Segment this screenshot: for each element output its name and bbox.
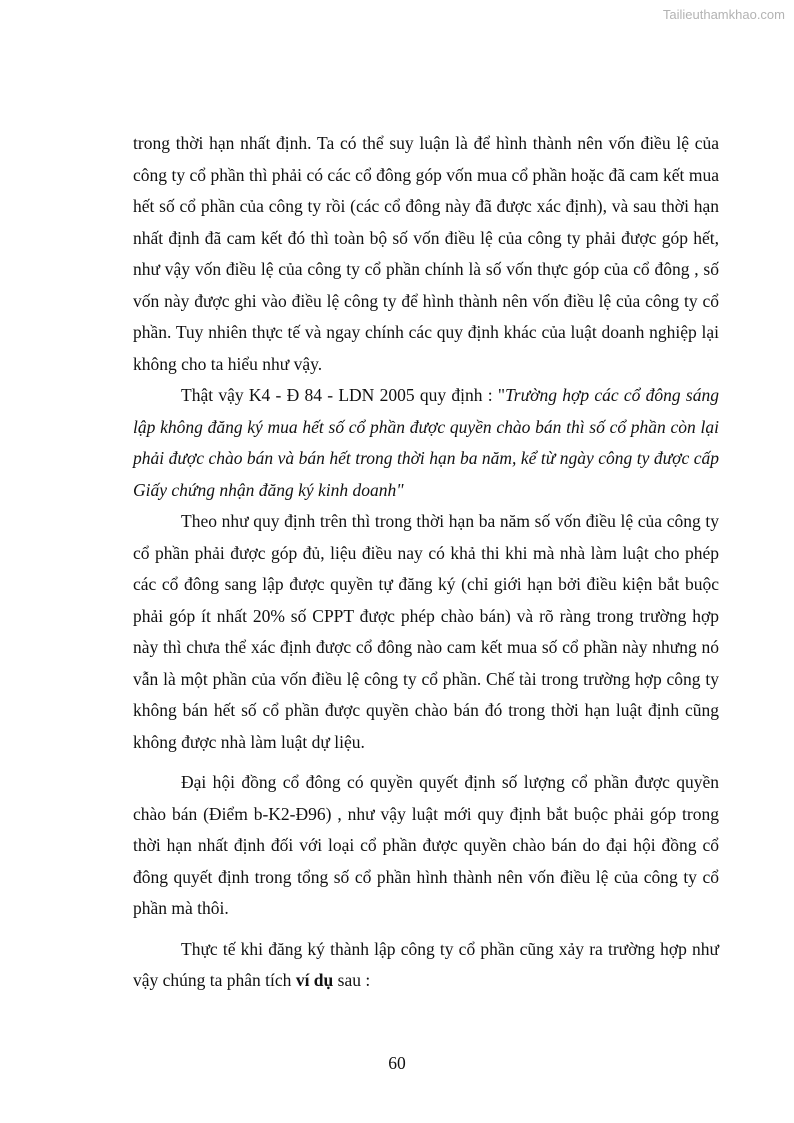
paragraph-3: Theo như quy định trên thì trong thời hạn ba năm số vốn điều lệ của công ty cổ phần phải được góp đủ, liệu điều nay có khả thi khi mà nhà làm luật cho phép các cổ đông sang lập được quyền tự đăng ký (chỉ giới hạn bởi điều kiện bắt buộc phải góp ít nhất 20% số CPPT được phép chào bán) và rõ ràng trong trường hợp này thì chưa thể xác định được cổ đông nào cam kết mua số cổ phần này nhưng nó vẫn là một phần của vốn điều lệ công ty cổ phần. Chế tài trong trường hợp công ty không bán hết số cổ phần được quyền chào bán đó trong thời hạn luật định cũng không được nhà làm luật dự liệu. (133, 511, 719, 752)
legal-quote: Trường hợp các cổ đông sáng lập không đăng ký mua hết số cổ phần được quyền chào bán thì số cổ phần còn lại phải được chào bán và bán hết trong thời hạn ba năm, kể từ ngày công ty được cấp Giấy chứng nhận đăng ký kinh doanh" (133, 385, 719, 500)
watermark: Tailieuthamkhao.com (662, 7, 785, 22)
paragraph-2 (133, 380, 719, 506)
example-keyword: ví dụ (295, 970, 334, 990)
paragraph-5-lead: Thực tế khi đăng ký thành lập công ty cổ phần cũng xảy ra trường hợp như vậy chúng ta phân tích (133, 938, 719, 990)
paragraph-5 (133, 934, 719, 997)
paragraph-1: trong thời hạn nhất định. Ta có thể suy luận là để hình thành nên vốn điều lệ của công ty cổ phần thì phải có các cổ đông góp vốn mua cổ phần hoặc đã cam kết mua hết số cổ phần của công ty rồi (các cổ đông này đã được xác định), và sau thời hạn nhất định đã cam kết đó thì toàn bộ số vốn điều lệ của công ty phải được góp hết, như vậy vốn điều lệ của công ty cổ phần chính là số vốn thực góp của cổ đông , số vốn này được ghi vào điều lệ công ty để hình thành nên vốn điều lệ của công ty cổ phần. Tuy nhiên thực tế và ngay chính các quy định khác của luật doanh nghiệp lại không cho ta hiểu như vậy. (133, 133, 719, 374)
document-body (133, 128, 719, 997)
paragraph-2-lead: Thật vậy K4 - Đ 84 - LDN 2005 quy định : " (181, 385, 506, 405)
page-number: 60 (388, 1053, 406, 1073)
paragraph-5-tail: sau : (333, 970, 371, 990)
paragraph-4: Đại hội đồng cổ đông có quyền quyết định số lượng cổ phần được quyền chào bán (Điểm b-K2-Đ96) , như vậy luật mới quy định bắt buộc phải góp trong thời hạn nhất định đối với loại cổ phần được quyền chào bán do đại hội đồng cổ đông quyết định trong tổng số cổ phần hình thành nên vốn điều lệ của công ty cổ phần mà thôi. (133, 772, 719, 918)
